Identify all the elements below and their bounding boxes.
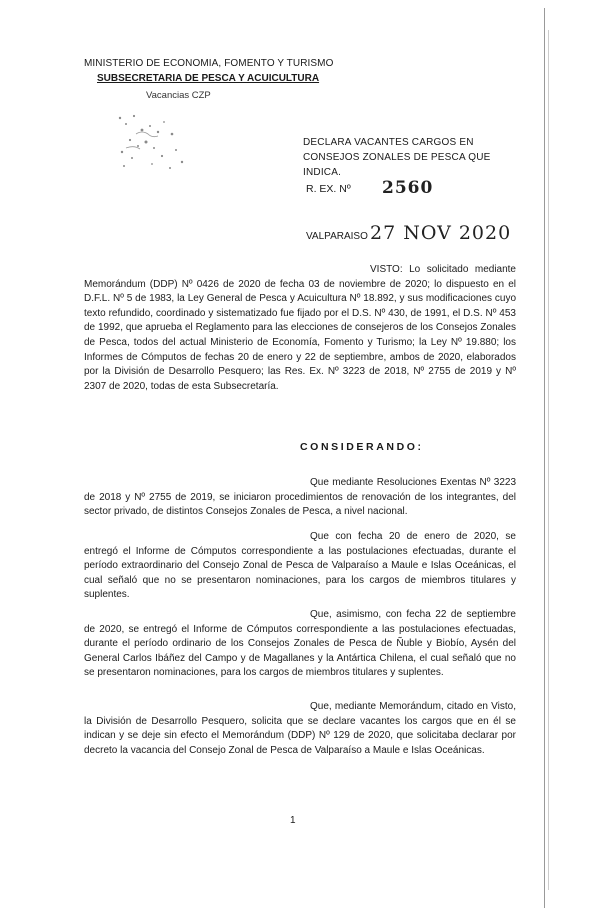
resolution-date: 27 NOV 2020 (370, 222, 512, 244)
considerando-paragraph-4: Que, mediante Memorándum, citado en Visto, la División de Desarrollo Pesquero, solicita que se declare vacantes los cargos que en él se indican y se deje sin efecto el Memorándum (DDP) Nº 129 de 2020, que solicitaba declarar por decreto la vacancia del Consejo Zonal de Pesca de Valparaíso a Maule e Islas Oceánicas. (84, 701, 516, 756)
subsecretaria-name: SUBSECRETARIA DE PESCA Y ACUICULTURA (97, 73, 320, 84)
scan-edge-line-faint (548, 30, 549, 890)
city-name: VALPARAISO (306, 231, 368, 242)
considerando-heading: CONSIDERANDO: (300, 441, 424, 453)
document-subject: DECLARA VACANTES CARGOS EN CONSEJOS ZONALES DE PESCA QUE INDICA. (303, 137, 491, 178)
visto-paragraph: VISTO: Lo solicitado mediante Memorándum (DDP) Nº 0426 de 2020 de fecha 03 de noviembre de 2020; lo dispuesto en el D.F.L. Nº 5 de 1983, la Ley General de Pesca y Acuicultura Nº 18.892, y sus modificaciones cuyo texto refundido, coordinado y sistematizado fue fijado por el D.S. Nº 430, de 1991, el D.S. Nº 453 de 1992, que aprueba el Reglamento para las elecciones de consejeros de los Consejos Zonales de Pesca, todos del actual Ministerio de Economía, Fomento y Turismo; la Ley Nº 19.880; los Informes de Cómputos de fechas 20 de enero y 22 de septiembre, ambos de 2020, elaborados por la División de Desarrollo Pesquero; las Res. Ex. Nº 3223 de 2018, Nº 2755 de 2019 y Nº 2307 de 2020, todas de esta Subsecretaría. (84, 264, 516, 392)
considerando-paragraph-3: Que, asimismo, con fecha 22 de septiembre de 2020, se entregó el Informe de Cómputos correspondiente a las postulaciones efectuadas, durante el período ordinario de los Consejos Zonales de Pesca de Ñuble y Biobío, Aysén del General Carlos Ibáñez del Campo y de Magallanes y la Antártica Chilena, el cual señaló que no se presentaron nominaciones, para los cargos de miembros titulares y suplentes. (84, 609, 516, 679)
scan-edge-line (544, 8, 545, 908)
page-number: 1 (290, 815, 296, 826)
resolution-number: 2560 (382, 178, 434, 198)
considerando-paragraph-2: Que con fecha 20 de enero de 2020, se entregó el Informe de Cómputos correspondiente a las postulaciones efectuadas, durante el período extraordinario del Consejo Zonal de Pesca de Valparaíso a Maule e Islas Oceánicas, el cual señaló que no se presentaron nominaciones, para los cargos de miembros titulares y suplentes. (84, 531, 516, 601)
considerando-paragraph-1: Que mediante Resoluciones Exentas Nº 3223 de 2018 y Nº 2755 de 2019, se iniciaron procedimientos de renovación de los integrantes, del sector privado, de distintos Consejos Zonales de Pesca, a nivel nacional. (84, 477, 516, 518)
ministry-name: MINISTERIO DE ECONOMIA, FOMENTO Y TURISMO (84, 58, 334, 69)
resolution-label: R. EX. Nº (306, 183, 351, 195)
faded-stamp-icon (112, 112, 190, 174)
document-tag: Vacancias CZP (146, 90, 211, 101)
